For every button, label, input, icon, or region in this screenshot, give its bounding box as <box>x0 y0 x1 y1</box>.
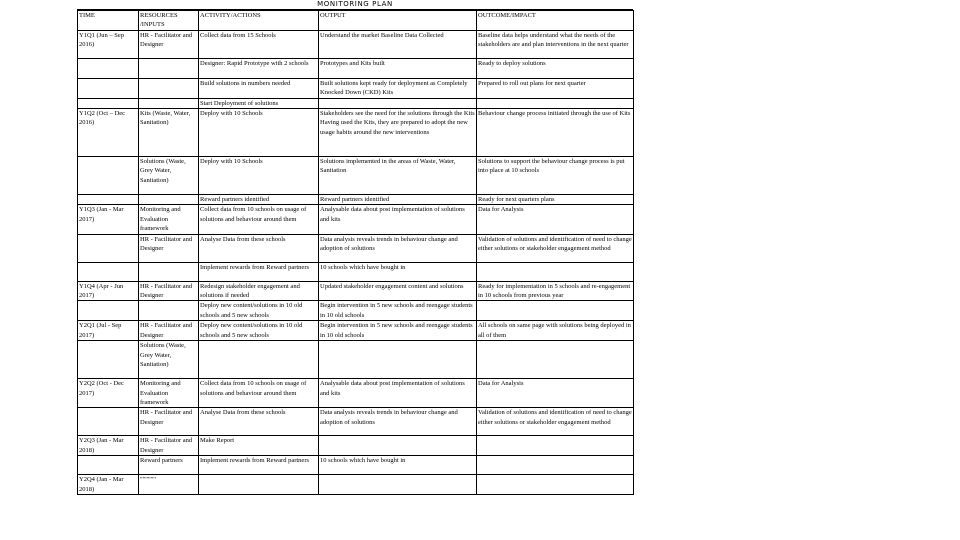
table-row <box>78 58 634 78</box>
cell-output: Updated stakeholder engagement content and solutions <box>319 281 477 301</box>
cell-activity: Build solutions in numbers needed <box>199 78 319 98</box>
cell-time <box>78 78 139 98</box>
cell-time <box>78 262 139 281</box>
column-header-activity: ACTIVITY/ACTIONS <box>199 11 319 31</box>
cell-output: Analysable data about post implementation of solutions and kits <box>319 379 477 408</box>
cell-output: Built solutions kept ready for deployment as Completely Knocked Down (CKD) Kits <box>319 78 477 98</box>
cell-resources <box>139 98 199 108</box>
table-row <box>78 157 634 195</box>
cell-time <box>78 195 139 205</box>
cell-activity: Deploy with 10 Schools <box>199 157 319 195</box>
header-row <box>78 11 634 31</box>
cell-output: Understand the market Baseline Data Collected <box>319 30 477 58</box>
cell-time: Y2Q2 (Oct - Dec 2017) <box>78 379 139 408</box>
cell-activity: Collect data from 15 Schools <box>199 30 319 58</box>
cell-time: Y1Q2 (Oct – Dec 2016) <box>78 109 139 157</box>
cell-outcome <box>477 436 634 456</box>
cell-activity: Redesign stakeholder engagement and solutions if needed <box>199 281 319 301</box>
table-row <box>78 205 634 234</box>
cell-outcome: Validation of solutions and identification of need to change either solutions or stakeholder engagement method <box>477 408 634 436</box>
cell-resources: Reward partners <box>139 456 199 475</box>
cell-output: Analysable data about post implementation of solutions and kits <box>319 205 477 234</box>
cell-output: Reward partners identified <box>319 195 477 205</box>
cell-activity: Deploy new content/solutions in 10 old schools and 5 new schools <box>199 301 319 321</box>
column-header-resources: RESOURCES /INPUTS <box>139 11 199 31</box>
cell-resources <box>139 58 199 78</box>
cell-time <box>78 456 139 475</box>
cell-outcome <box>477 341 634 379</box>
table-row <box>78 436 634 456</box>
table-row <box>78 341 634 379</box>
table-row <box>78 475 634 495</box>
cell-output: Prototypes and Kits built <box>319 58 477 78</box>
cell-activity: Implement rewards from Reward partners <box>199 262 319 281</box>
cell-outcome: Prepared to roll out plans for next quarter <box>477 78 634 98</box>
cell-output: Begin intervention in 5 new schools and reengage students in 10 old schools <box>319 301 477 321</box>
cell-outcome: Solutions to support the behaviour change process is put into place at 10 schools <box>477 157 634 195</box>
cell-output: Data analysis reveals trends in behaviour change and adoption of solutions <box>319 408 477 436</box>
cell-outcome: Ready to deploy solutions <box>477 58 634 78</box>
cell-outcome: Ready for next quarters plans <box>477 195 634 205</box>
cell-resources: """""" <box>139 475 199 495</box>
cell-outcome: Data for Analysis <box>477 205 634 234</box>
cell-resources: HR - Facilitator and Designer <box>139 436 199 456</box>
cell-outcome <box>477 301 634 321</box>
cell-activity: Analyse Data from these schools <box>199 408 319 436</box>
cell-outcome: All schools on same page with solutions being deployed in all of them <box>477 321 634 341</box>
cell-outcome <box>477 475 634 495</box>
table-row <box>78 98 634 108</box>
cell-resources <box>139 78 199 98</box>
cell-output: 10 schools which have bought in <box>319 456 477 475</box>
cell-activity <box>199 475 319 495</box>
cell-time <box>78 58 139 78</box>
cell-activity: Analyse Data from these schools <box>199 234 319 262</box>
cell-activity: Deploy new content/solutions in 10 old schools and 5 new schools <box>199 321 319 341</box>
cell-outcome: Data for Analysis <box>477 379 634 408</box>
column-header-time: TIME <box>78 11 139 31</box>
column-header-output: OUTPUT <box>319 11 477 31</box>
table-row <box>78 301 634 321</box>
table-row <box>78 408 634 436</box>
cell-output <box>319 475 477 495</box>
cell-activity: Deploy with 10 Schools <box>199 109 319 157</box>
cell-time <box>78 301 139 321</box>
cell-activity: Make Report <box>199 436 319 456</box>
cell-output: Begin intervention in 5 new schools and reengage students in 10 old schools <box>319 321 477 341</box>
cell-resources: HR - Facilitator and Designer <box>139 321 199 341</box>
cell-outcome <box>477 262 634 281</box>
cell-outcome <box>477 456 634 475</box>
table-row <box>78 321 634 341</box>
column-header-outcome: OUTCOME/IMPACT <box>477 11 634 31</box>
cell-time <box>78 157 139 195</box>
cell-time: Y1Q1 (Jun – Sep 2016) <box>78 30 139 58</box>
cell-activity: Reward partners identified <box>199 195 319 205</box>
cell-output: Solutions implemented in the areas of Waste, Water, Sanitation <box>319 157 477 195</box>
cell-time: Y2Q4 (Jan - Mar 2018) <box>78 475 139 495</box>
cell-activity: Designer: Rapid Prototype with 2 schools <box>199 58 319 78</box>
table-row <box>78 234 634 262</box>
page-title: MONITORING PLAN <box>77 0 633 10</box>
cell-output: Data analysis reveals trends in behaviour change and adoption of solutions <box>319 234 477 262</box>
cell-resources: HR - Facilitator and Designer <box>139 408 199 436</box>
cell-activity: Start Deployment of solutions <box>199 98 319 108</box>
cell-outcome: Baseline data helps understand what the needs of the stakeholders are and plan interventions in the next quarter <box>477 30 634 58</box>
cell-output <box>319 98 477 108</box>
cell-resources: Solutions (Waste, Grey Water, Sanitation) <box>139 157 199 195</box>
cell-resources: HR - Facilitator and Designer <box>139 30 199 58</box>
cell-resources: Monitoring and Evaluation framework <box>139 379 199 408</box>
cell-resources: Kits (Waste, Water, Sanitation) <box>139 109 199 157</box>
cell-resources: HR - Facilitator and Designer <box>139 234 199 262</box>
cell-time <box>78 341 139 379</box>
cell-activity: Implement rewards from Reward partners <box>199 456 319 475</box>
cell-outcome: Ready for implementation in 5 schools and re-engagement in 10 schools from previous year <box>477 281 634 301</box>
cell-output <box>319 436 477 456</box>
table-row <box>78 379 634 408</box>
cell-time: Y1Q4 (Apr - Jun 2017) <box>78 281 139 301</box>
cell-outcome: Behaviour change process initiated through the use of Kits <box>477 109 634 157</box>
cell-time <box>78 98 139 108</box>
cell-time <box>78 408 139 436</box>
cell-resources <box>139 195 199 205</box>
table-row <box>78 30 634 58</box>
cell-resources: HR - Facilitator and Designer <box>139 281 199 301</box>
monitoring-plan-table <box>77 10 634 495</box>
cell-resources: Solutions (Waste, Grey Water, Sanitation) <box>139 341 199 379</box>
cell-output <box>319 341 477 379</box>
table-row <box>78 281 634 301</box>
cell-time: Y2Q1 (Jul - Sep 2017) <box>78 321 139 341</box>
table-row <box>78 456 634 475</box>
cell-resources <box>139 301 199 321</box>
cell-time: Y1Q3 (Jan - Mar 2017) <box>78 205 139 234</box>
table-row <box>78 262 634 281</box>
cell-activity: Collect data from 10 schools on usage of solutions and behaviour around them <box>199 205 319 234</box>
table-row <box>78 109 634 157</box>
cell-resources: Monitoring and Evaluation framework <box>139 205 199 234</box>
cell-time <box>78 234 139 262</box>
cell-outcome <box>477 98 634 108</box>
cell-time: Y2Q3 (Jan - Mar 2018) <box>78 436 139 456</box>
table-row <box>78 195 634 205</box>
table-row <box>78 78 634 98</box>
cell-resources <box>139 262 199 281</box>
cell-output: Stakeholders see the need for the solutions through the Kits Having used the Kits, they are prepared to adopt the new usage habits around the new interventions <box>319 109 477 157</box>
cell-outcome: Validation of solutions and identification of need to change either solutions or stakeholder engagement method <box>477 234 634 262</box>
cell-output: 10 schools which have bought in <box>319 262 477 281</box>
cell-activity <box>199 341 319 379</box>
cell-activity: Collect data from 10 schools on usage of solutions and behaviour around them <box>199 379 319 408</box>
